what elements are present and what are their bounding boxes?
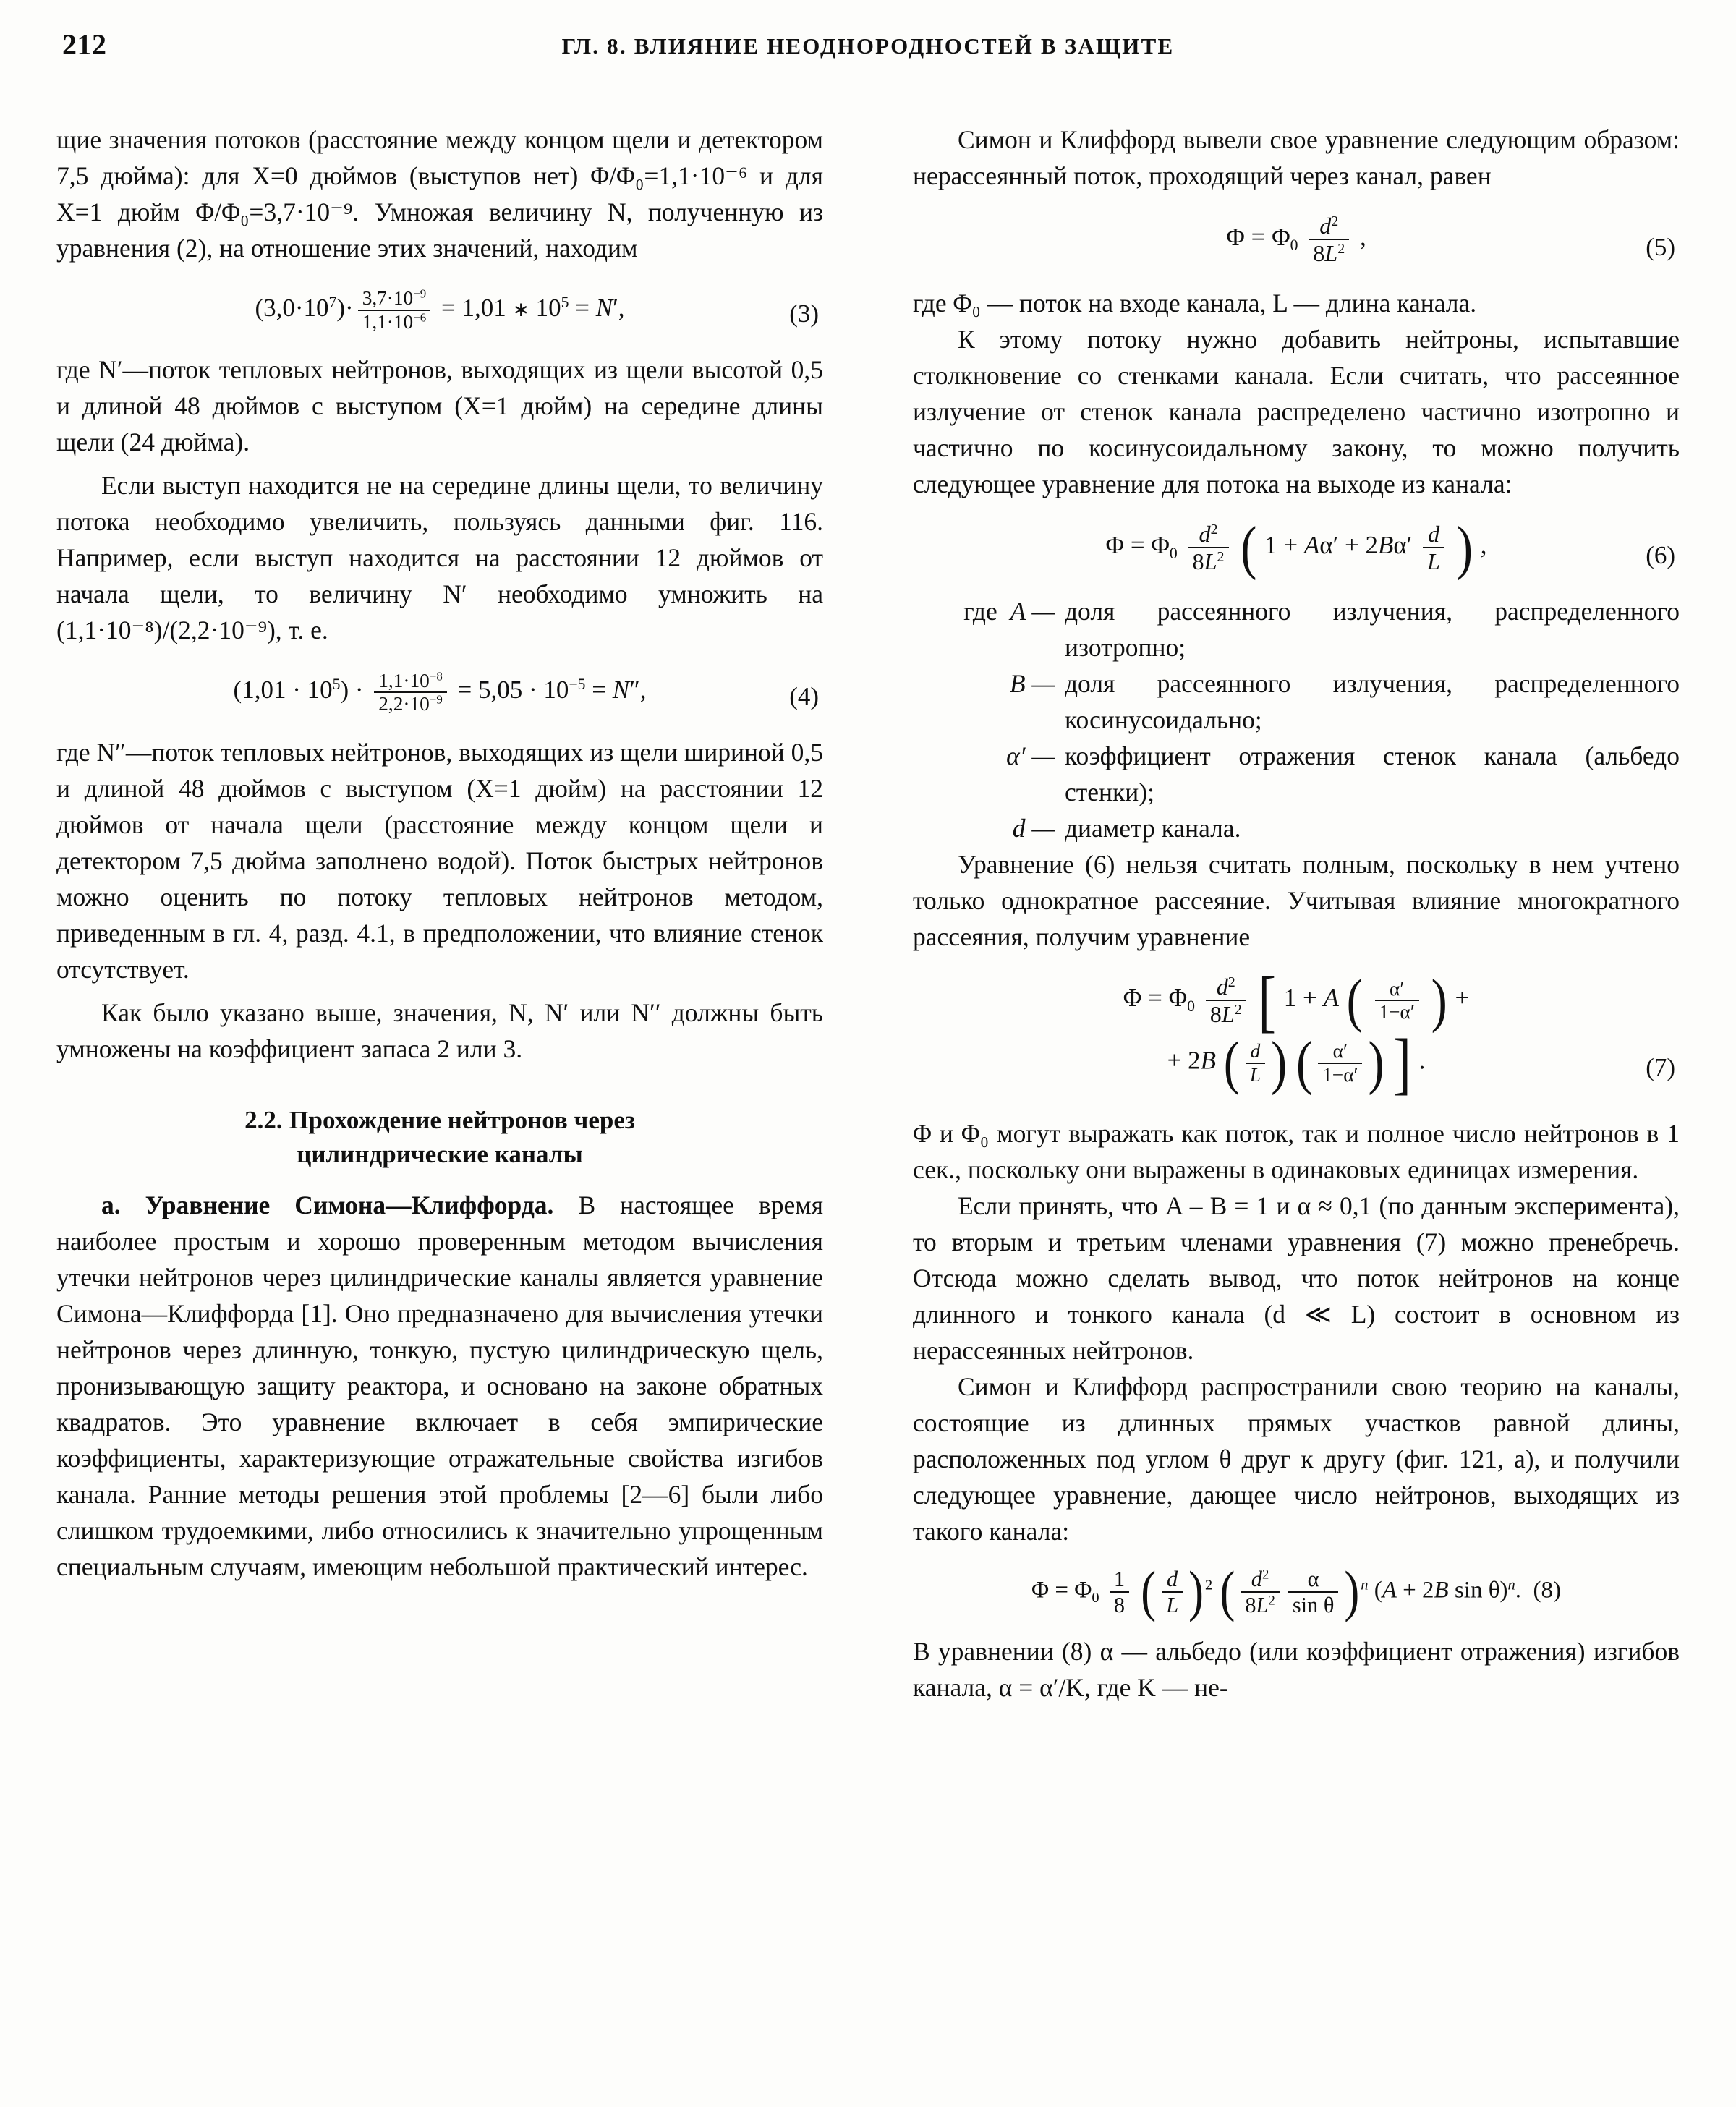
paragraph-right-1: Симон и Клиффорд вывели свое уравнение следующим образом: нерассеянный поток, проходящий через канал, равен	[913, 125, 1680, 190]
where-symbol-1: A —	[1010, 597, 1055, 626]
where-symbol-3: α′ —	[1006, 741, 1055, 771]
paragraph-right-7: Симон и Клиффорд распространили свою теорию на каналы, состоящие из длинных прямых участков равной длины, расположенных под углом θ друг к другу (фиг. 121, а), и получили следующее уравнение, дающее число нейтронов, выходящих из такого канала:	[913, 1371, 1680, 1546]
equation-5: $\Phi = \Phi_0$ $\frac{d^2}{8L^2}$ , (5)	[1226, 213, 1675, 267]
equation-3-number: (3)	[789, 299, 819, 328]
equation-3: $(3,0\cdot 10^7)\cdot$ $\frac{3,7\cdot 10^{-9}}{1,1\cdot 10^{-6}}$ = 1,01 ∗ $10^5 = N'$, (3)	[255, 287, 819, 333]
paragraph-right-4: Уравнение (6) нельзя считать полным, поскольку в нем учтено только однократное рассеяние. Учитывая влияние многократного рассеяния, получим уравнение	[913, 850, 1680, 952]
where-symbol-2: B —	[1009, 669, 1055, 699]
paragraph-left-5: Как было указано выше, значения, N, N′ или N′′ должны быть умножены на коэффициент запаса 2 или 3.	[56, 997, 823, 1063]
where-item-1	[913, 593, 1680, 665]
symbol-definition-list	[913, 593, 1680, 846]
where-definition-4: диаметр канала.	[1065, 814, 1241, 843]
where-definition-3: коэффициент отражения стенок канала (альбедо стенки);	[1065, 741, 1680, 807]
equation-4-number: (4)	[789, 681, 819, 710]
where-item-2	[913, 665, 1680, 738]
paragraph-left-6-runin: а. Уравнение Симона—Клиффорда.	[101, 1190, 554, 1219]
equation-7: $\Phi = \Phi_0$ $\frac{d^2}{8L^2}$ [ 1 + A ( $\frac{\alpha'}{1-\alpha'}$ ) + + 2B ( $\frac{d}{L}$ ) ( $\frac{\alpha'}{1-\alpha'}$ ) ] . (7)	[1123, 962, 1675, 1102]
where-intro: где	[963, 597, 997, 626]
right-column	[913, 122, 1680, 1706]
paragraph-right-3: К этому потоку нужно добавить нейтроны, испытавшие столкновение со стенками канала. Если считать, что рассеянное излучение от стенок канала распределено частично изотропно и частично по косинусоидальному закону, то можно получить следующее уравнение для потока на выходе из канала:	[913, 325, 1680, 499]
equation-8-number: (8)	[1533, 1577, 1561, 1604]
paragraph-left-3: Если выступ находится не на середине длины щели, то величину потока необходимо увеличить, пользуясь данными фиг. 116. Например, если выступ находится на расстоянии 12 дюймов от начала щели, то величину N′ необходимо умножить на (1,1·10⁻⁸)/(2,2·10⁻⁹), т. е.	[56, 471, 823, 645]
section-heading-line2: цилиндрические каналы	[297, 1139, 583, 1168]
left-column	[56, 122, 823, 1585]
paragraph-left-6	[56, 1187, 823, 1585]
paragraph-right-2: где Φ₀ — поток на входе канала, L — длина канала.	[913, 289, 1477, 318]
paragraph-left-1: щие значения потоков (расстояние между концом щели и детектором 7,5 дюйма): для X=0 дюймов (выступов нет) Φ/Φ₀=1,1·10⁻⁶ и для X=1 дюйм Φ/Φ₀=3,7·10⁻⁹. Умножая величину N, полученную из уравнения (2), на отношение этих значений, находим	[56, 125, 823, 263]
equation-6-number: (6)	[1646, 541, 1675, 570]
paragraph-right-5: Φ и Φ₀ могут выражать как поток, так и полное число нейтронов в 1 сек., поскольку они выражены в одинаковых единицах измерения.	[913, 1118, 1680, 1184]
where-definition-2: доля рассеянного излучения, распределенного косинусоидально;	[1065, 669, 1680, 735]
equation-5-number: (5)	[1646, 233, 1675, 262]
paragraph-left-4: где N″—поток тепловых нейтронов, выходящих из щели шириной 0,5 и длиной 48 дюймов с выступом (X=1 дюйм) на расстоянии 12 дюймов от начала щели (расстояние между концом щели и детектором 7,5 дюйма заполнено водой). Поток быстрых нейтронов можно оценить по потоку тепловых нейтронов методом, приведенным в гл. 4, разд. 4.1, в предположении, что влияние стенок отсутствует.	[56, 737, 823, 984]
paragraph-left-2: где N′—поток тепловых нейтронов, выходящих из щели высотой 0,5 и длиной 48 дюймов с выступом (X=1 дюйм) на середине длины щели (24 дюйма).	[56, 355, 823, 457]
paragraph-right-8: В уравнении (8) α — альбедо (или коэффициент отражения) изгибов канала, α = α′/K, где K — не-	[913, 1636, 1680, 1702]
where-item-3	[913, 738, 1680, 810]
equation-7-number: (7)	[1646, 1052, 1675, 1081]
equation-6: $\Phi = \Phi_0$ $\frac{d^2}{8L^2}$ ( 1 + Aα′ + 2Bα′ $\frac{d}{L}$ ) , (6)	[1105, 514, 1675, 581]
equation-4: $(1,01 \cdot 10^5)$ · $\frac{1,1\cdot 10^{-8}}{2,2\cdot 10^{-9}}$ = $5,05 \cdot 10^{-5} = N''$, (4)	[233, 669, 819, 715]
equation-8: $\Phi = \Phi_0$ $\frac{1}{8}$ ( $\frac{d}{L}$ )$^2$ ( $\frac{d^2}{8L^2}$ $\frac{\alpha}{\text{sin θ}}$ )$^n$ (A + 2B sin θ)$^n$. (8)	[1031, 1559, 1561, 1623]
page-number: 212	[62, 28, 107, 61]
where-item-4	[913, 810, 1680, 846]
section-heading	[56, 1103, 823, 1171]
paragraph-left-6-body: В настоящее время наиболее простым и хорошо проверенным методом вычисления утечки нейтронов через цилиндрические каналы является уравнение Симона—Клиффорда [1]. Оно предназначено для вычисления утечки нейтронов через длинную, тонкую, пустую цилиндрическую щель, пронизывающую защиту реактора, и основано на законе обратных квадратов. Это уравнение включает в себя эмпирические коэффициенты, характеризующие отражательные свойства изгибов канала. Ранние методы решения этой проблемы [2—6] были либо слишком трудоемкими, либо относились к значительно упрощенным специальным случаям, имеющим небольшой практический интерес.	[56, 1190, 823, 1581]
paragraph-right-6: Если принять, что A – B = 1 и α ≈ 0,1 (по данным эксперимента), то вторым и третьим членами уравнения (7) можно пренебречь. Отсюда можно сделать вывод, что поток нейтронов на конце длинного и тонкого канала (d ≪ L) состоит в основном из нерассеянных нейтронов.	[913, 1191, 1680, 1365]
where-symbol-4: d —	[1012, 814, 1055, 843]
where-definition-1: доля рассеянного излучения, распределенного изотропно;	[1065, 597, 1680, 663]
running-title: ГЛ. 8. ВЛИЯНИЕ НЕОДНОРОДНОСТЕЙ В ЗАЩИТЕ	[561, 33, 1175, 59]
page-header	[0, 27, 1736, 71]
section-heading-line1: 2.2. Прохождение нейтронов через	[244, 1105, 635, 1134]
